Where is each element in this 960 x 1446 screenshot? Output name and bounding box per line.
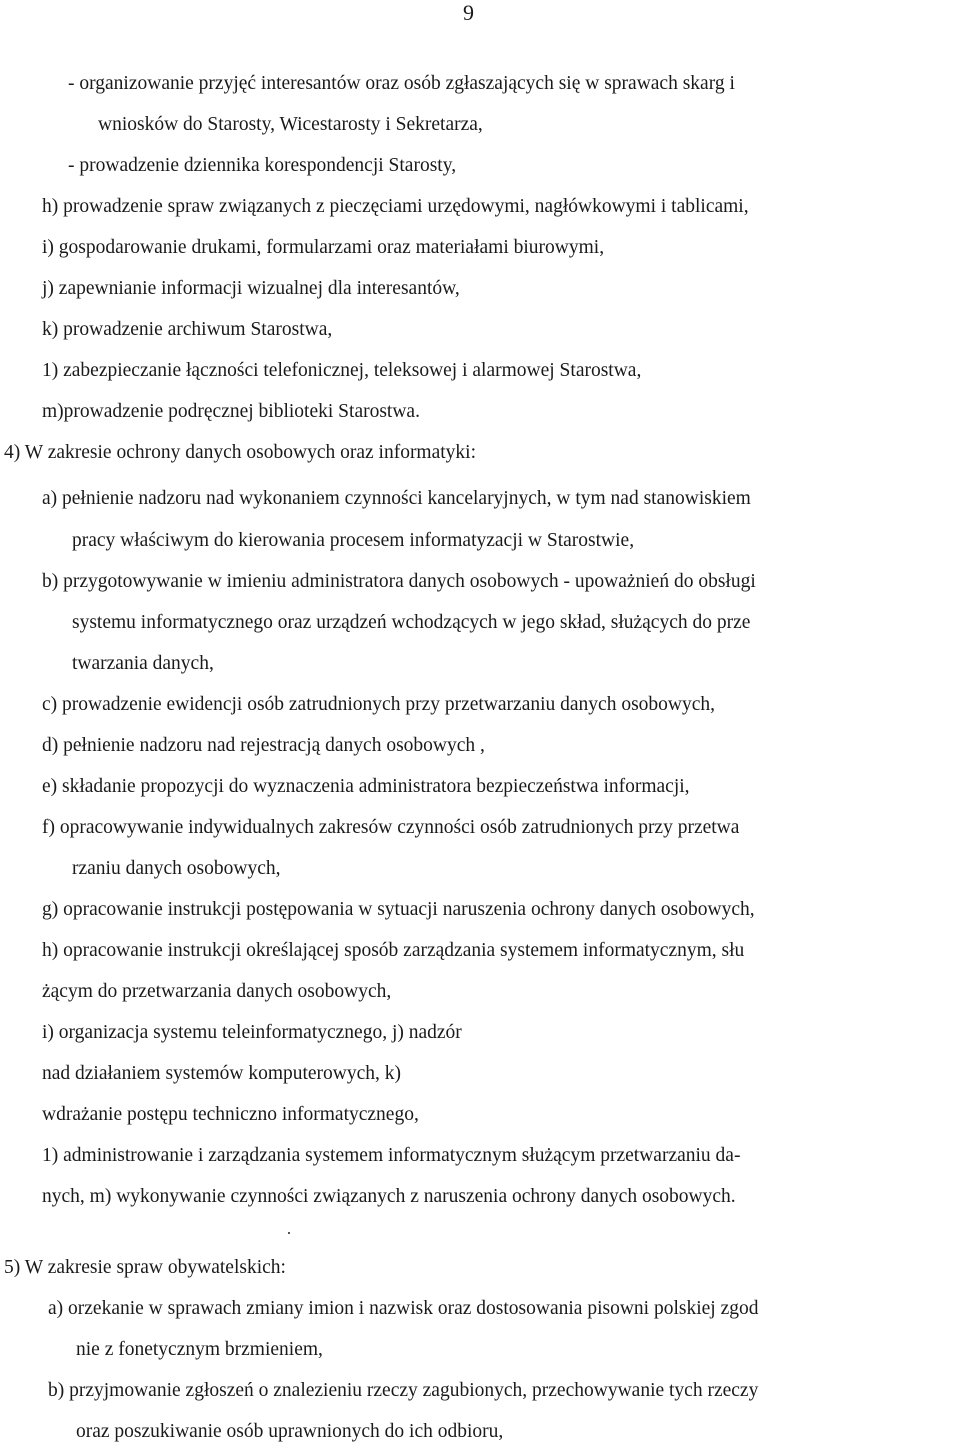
text-line-9: m)prowadzenie podręcznej biblioteki Starostwa. (42, 401, 420, 422)
text-line-31: nie z fonetycznym brzmieniem, (76, 1339, 323, 1360)
text-line-7: k) prowadzenie archiwum Starostwa, (42, 319, 333, 340)
text-line-17: d) pełnienie nadzoru nad rejestracją danych osobowych , (42, 735, 485, 756)
text-line-18: e) składanie propozycji do wyznaczenia administratora bezpieczeństwa informacji, (42, 776, 690, 797)
text-line-6: j) zapewnianie informacji wizualnej dla interesantów, (42, 278, 460, 299)
text-line-32: b) przyjmowanie zgłoszeń o znalezieniu rzeczy zagubionych, przechowywanie tych rzeczy (48, 1380, 759, 1401)
text-line-26: wdrażanie postępu techniczno informatycznego, (42, 1104, 419, 1125)
text-line-30: a) orzekanie w sprawach zmiany imion i nazwisk oraz dostosowania pisowni polskiej zgod (48, 1298, 759, 1319)
text-line-25: nad działaniem systemów komputerowych, k) (42, 1063, 402, 1084)
text-line-27: 1) administrowanie i zarządzania systemem informatycznym służącym przetwarzaniu da- (42, 1145, 741, 1166)
stray-dot (288, 1232, 290, 1234)
text-line-33: oraz poszukiwanie osób uprawnionych do ich odbioru, (76, 1421, 504, 1442)
text-line-5: i) gospodarowanie drukami, formularzami oraz materiałami biurowymi, (42, 237, 605, 258)
text-line-3: - prowadzenie dziennika korespondencji Starosty, (68, 155, 457, 176)
text-line-22: h) opracowanie instrukcji określającej sposób zarządzania systemem informatycznym, słu (42, 940, 745, 961)
text-line-2: wniosków do Starosty, Wicestarosty i Sekretarza, (98, 114, 483, 135)
text-line-13: b) przygotowywanie w imieniu administratora danych osobowych - upoważnień do obsługi (42, 571, 756, 592)
section-heading-5: 5) W zakresie spraw obywatelskich: (4, 1257, 286, 1278)
text-line-11: a) pełnienie nadzoru nad wykonaniem czynności kancelaryjnych, w tym nad stanowiskiem (42, 488, 751, 509)
text-line-8: 1) zabezpieczanie łączności telefonicznej, teleksowej i alarmowej Starostwa, (42, 360, 642, 381)
page-number: 9 (463, 0, 474, 25)
text-line-1: - organizowanie przyjęć interesantów oraz osób zgłaszających się w sprawach skarg i (68, 73, 735, 94)
text-line-23: żącym do przetwarzania danych osobowych, (42, 981, 392, 1002)
text-line-20: rzaniu danych osobowych, (72, 858, 281, 879)
text-line-19: f) opracowywanie indywidualnych zakresów czynności osób zatrudnionych przy przetwa (42, 817, 740, 838)
text-line-24: i) organizacja systemu teleinformatycznego, j) nadzór (42, 1022, 462, 1043)
text-line-28: nych, m) wykonywanie czynności związanych z naruszenia ochrony danych osobowych. (42, 1186, 736, 1207)
text-line-21: g) opracowanie instrukcji postępowania w sytuacji naruszenia ochrony danych osobowych, (42, 899, 755, 920)
text-line-14: systemu informatycznego oraz urządzeń wchodzących w jego skład, służących do prze (72, 612, 751, 633)
text-line-16: c) prowadzenie ewidencji osób zatrudnionych przy przetwarzaniu danych osobowych, (42, 694, 716, 715)
text-line-15: twarzania danych, (72, 653, 214, 674)
section-heading-4: 4) W zakresie ochrony danych osobowych oraz informatyki: (4, 442, 477, 463)
text-line-4: h) prowadzenie spraw związanych z pieczęciami urzędowymi, nagłówkowymi i tablicami, (42, 196, 749, 217)
text-line-12: pracy właściwym do kierowania procesem informatyzacji w Starostwie, (72, 530, 635, 551)
